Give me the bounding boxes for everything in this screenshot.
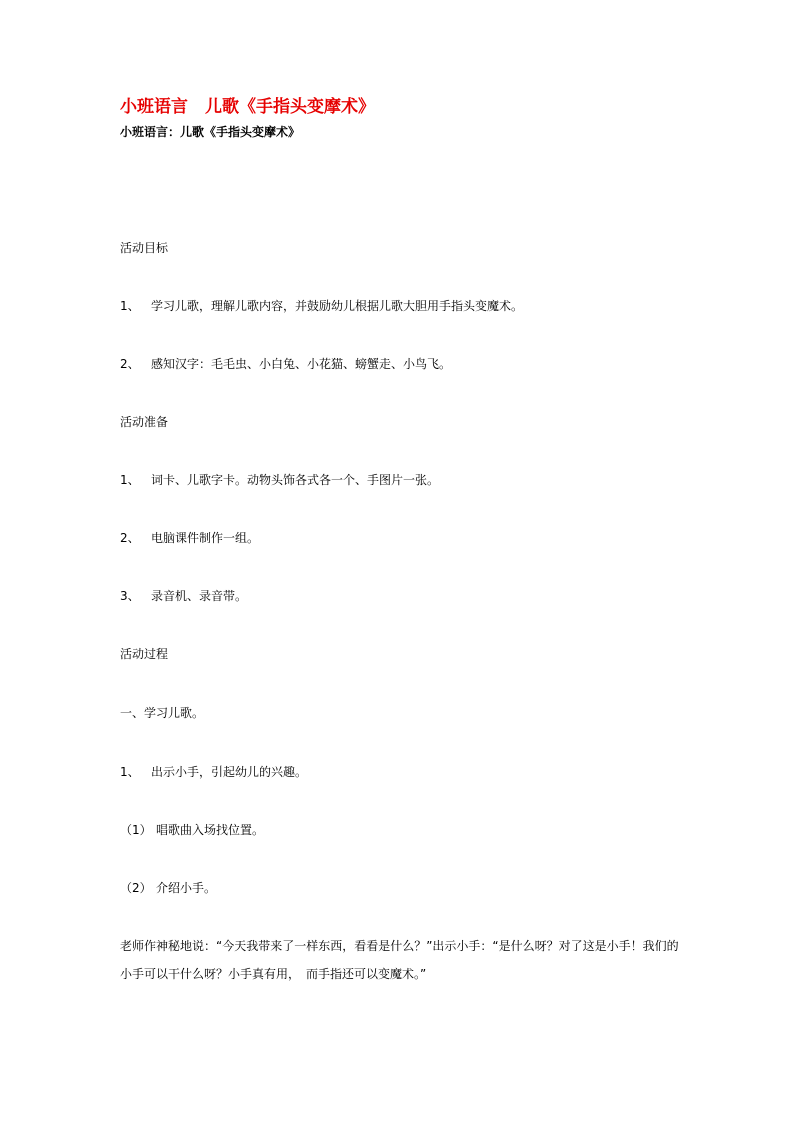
list-item (120, 530, 259, 546)
list-item-number: 2、 (120, 357, 140, 371)
list-item (120, 588, 247, 604)
list-item-text: 录音机、录音带。 (151, 589, 248, 603)
list-item (120, 472, 439, 488)
section-heading-prep: 活动准备 (120, 415, 169, 429)
list-item-text: 学习儿歌，理解儿歌内容，并鼓励幼儿根据儿歌大胆用手指头变魔术。 (151, 299, 524, 313)
document-subtitle: 小班语言：儿歌《手指头变摩术》 (120, 125, 301, 139)
list-item-number: 1、 (120, 473, 140, 487)
list-item-number: 2、 (120, 531, 140, 545)
list-item (120, 298, 523, 314)
list-item-number: （1） (120, 823, 152, 837)
list-item-text: 唱歌曲入场找位置。 (156, 823, 265, 837)
list-item-number: （2） (120, 881, 152, 895)
list-item-text: 出示小手，引起幼儿的兴趣。 (151, 765, 308, 779)
list-item-text: 感知汉字：毛毛虫、小白兔、小花猫、螃蟹走、小鸟飞。 (151, 357, 452, 371)
list-item-text: 词卡、儿歌字卡。动物头饰各式各一个、手图片一张。 (151, 473, 440, 487)
list-item (120, 764, 307, 780)
list-item (120, 356, 451, 372)
list-item (120, 880, 216, 896)
section-heading-process: 活动过程 (120, 647, 169, 661)
list-item-text: 电脑课件制作一组。 (151, 531, 260, 545)
list-item (120, 822, 264, 838)
list-item-number: 1、 (120, 765, 140, 779)
list-item-number: 3、 (120, 589, 140, 603)
process-part-heading: 一、学习儿歌。 (120, 706, 205, 720)
list-item-number: 1、 (120, 299, 140, 313)
process-paragraph: 老师作神秘地说：“今天我带来了一样东西，看看是什么？”出示小手：“是什么呀？对了这是小手！我们的小手可以干什么呀？小手真有用， 而手指还可以变魔术。” (120, 939, 679, 981)
list-item-text: 介绍小手。 (156, 881, 217, 895)
section-heading-goals: 活动目标 (120, 241, 169, 255)
document-title: 小班语言 儿歌《手指头变摩术》 (120, 97, 375, 117)
